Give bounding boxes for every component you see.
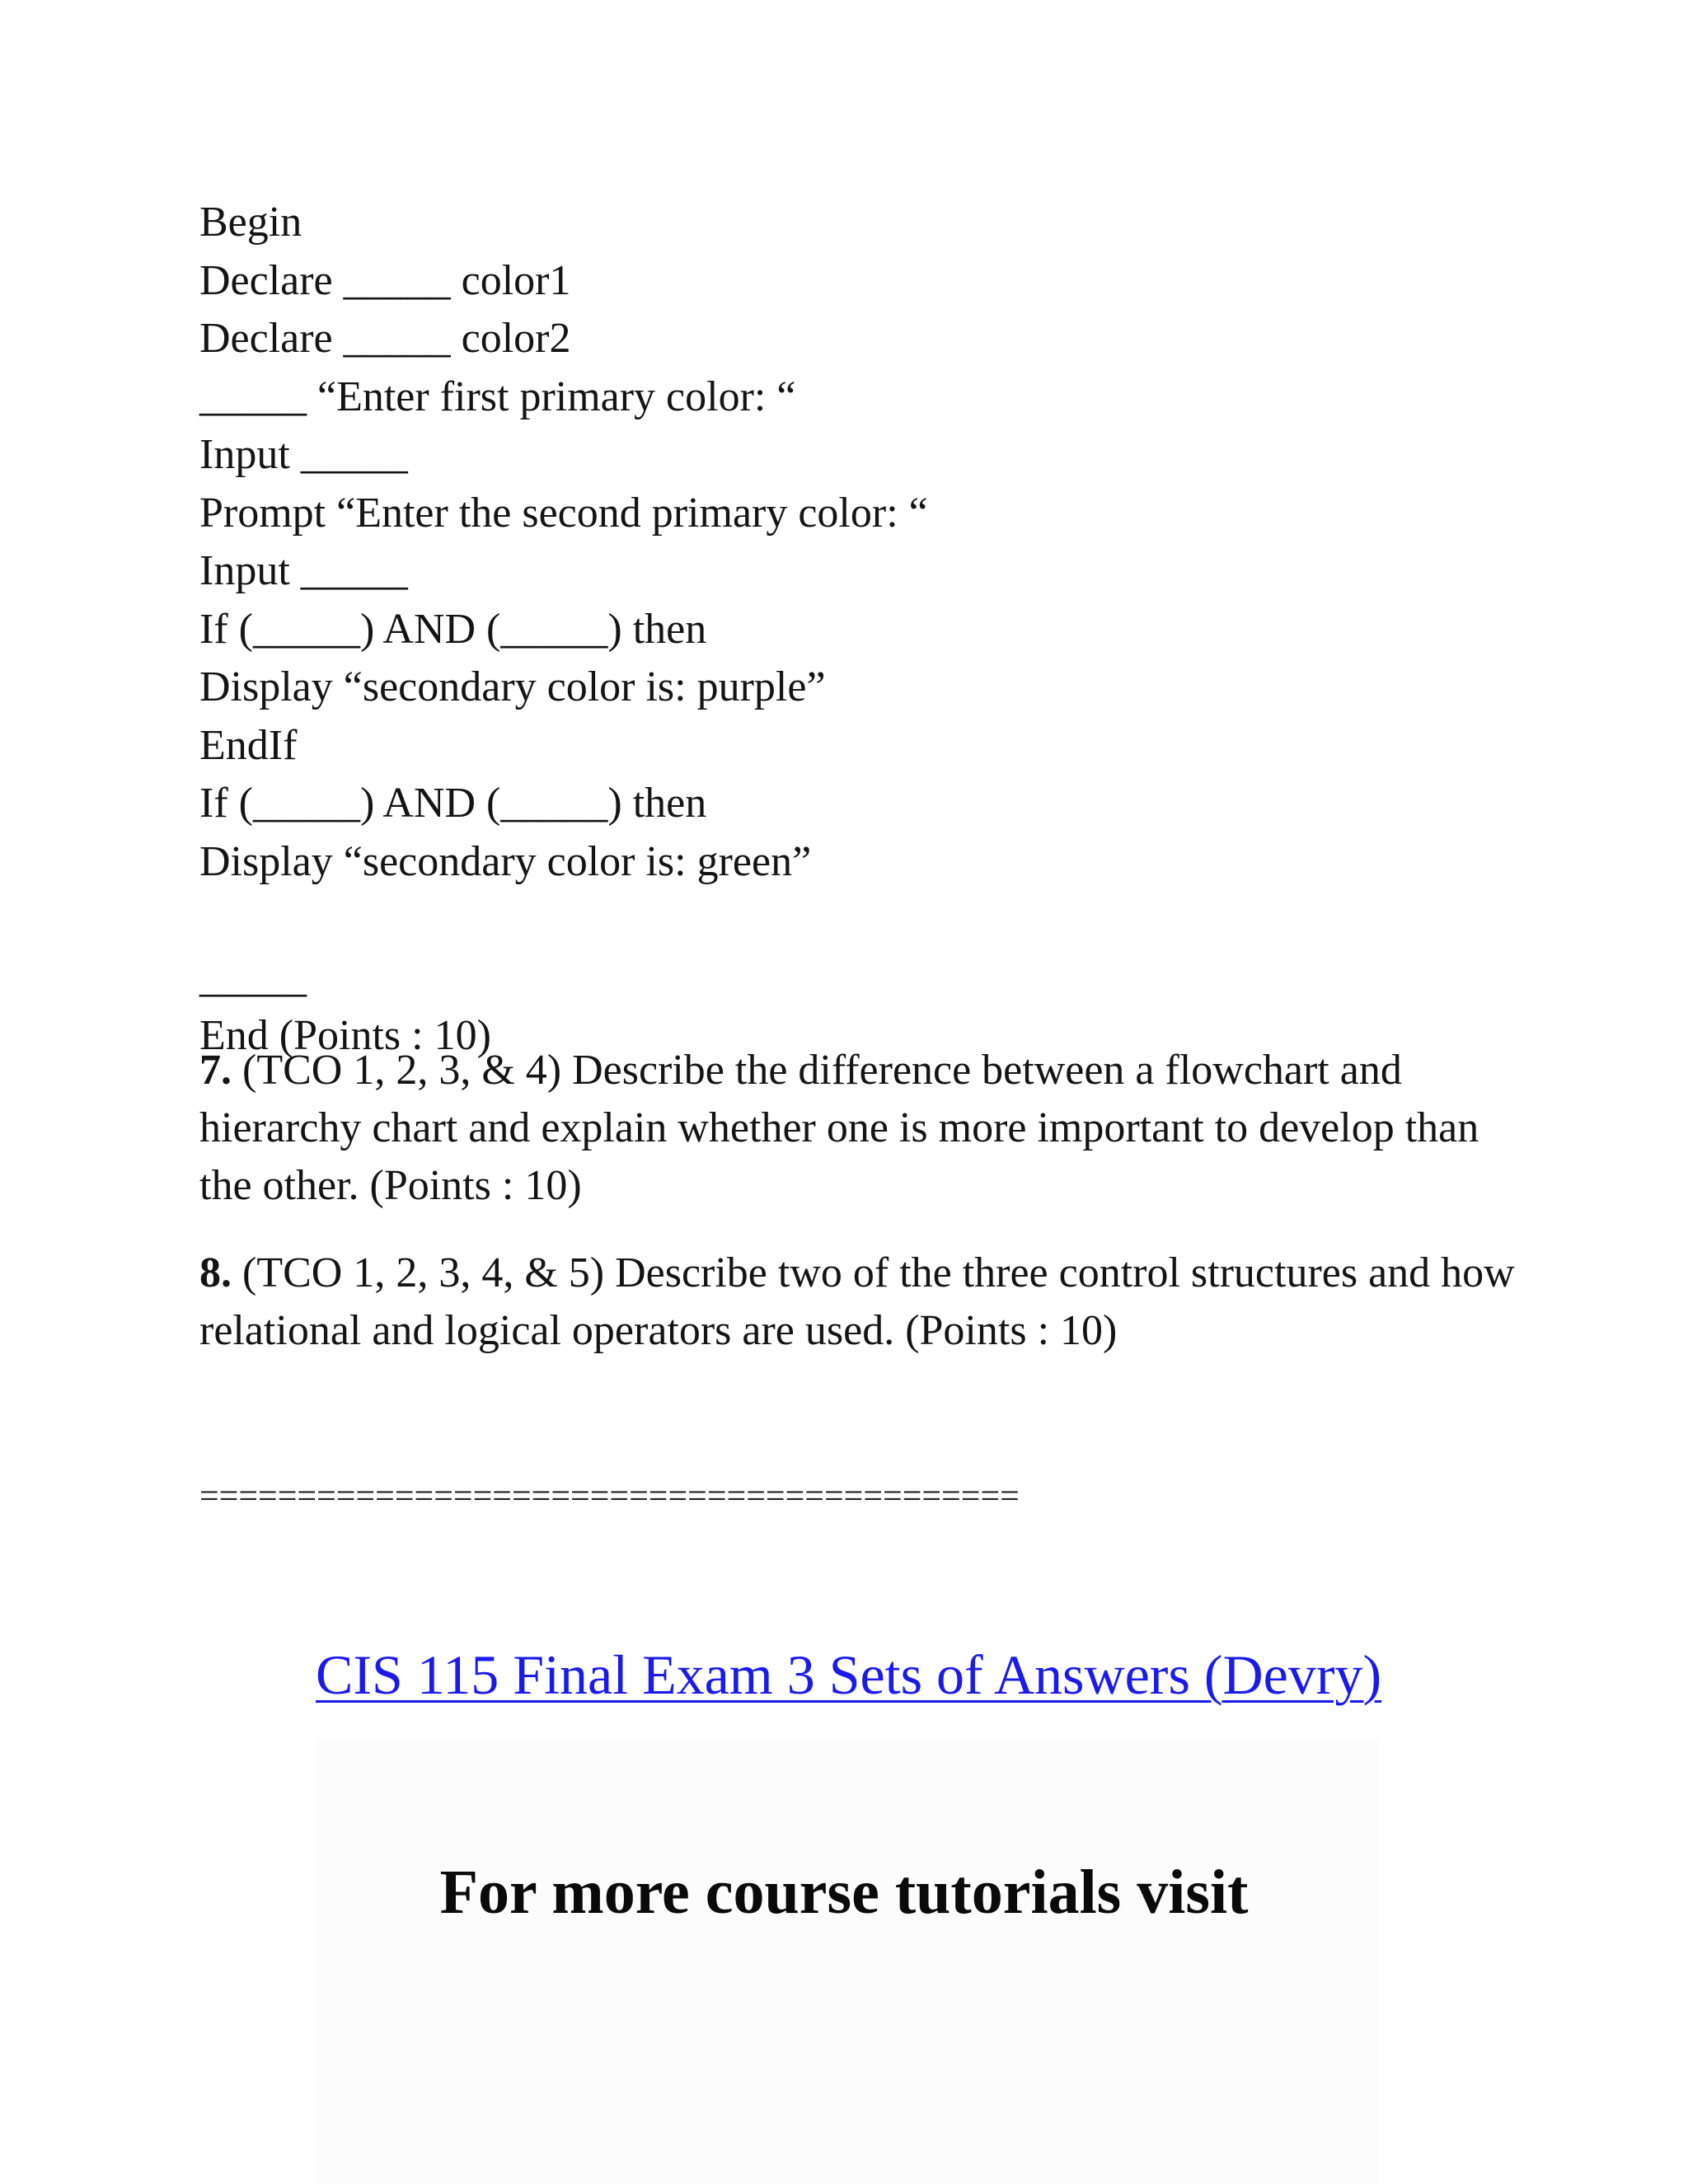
- code-line-12: Display “secondary color is: green”: [199, 837, 812, 885]
- pseudocode-block: [199, 194, 1518, 1066]
- code-line-5: Input _____: [199, 431, 408, 478]
- code-line-2: Declare _____ color1: [199, 256, 571, 304]
- code-line-8: If (_____) AND (_____) then: [199, 605, 707, 653]
- code-line-10: EndIf: [199, 721, 298, 769]
- code-line-14: _____: [199, 954, 307, 1001]
- code-line-9: Display “secondary color is: purple”: [199, 663, 826, 710]
- question-8-number: 8.: [199, 1249, 232, 1296]
- code-line-4: _____ “Enter first primary color: “: [199, 373, 796, 420]
- code-line-6: Prompt “Enter the second primary color: “: [199, 489, 928, 537]
- exam-answers-link[interactable]: CIS 115 Final Exam 3 Sets of Answers (Devry): [316, 1643, 1382, 1706]
- code-line-blank: [199, 891, 1518, 949]
- question-8-text: (TCO 1, 2, 3, 4, & 5) Describe two of the three control structures and how relational and logical operators are used. (Points : 10): [199, 1249, 1515, 1354]
- section-separator: ==========================================: [199, 1478, 1020, 1516]
- code-line-11: If (_____) AND (_____) then: [199, 780, 707, 827]
- code-line-7: Input _____: [199, 547, 408, 594]
- page-shade: [316, 1739, 1379, 2184]
- question-7-number: 7.: [199, 1047, 232, 1094]
- question-7-text: (TCO 1, 2, 3, & 4) Describe the difference between a flowchart and hierarchy chart and explain whether one is more important to develop than the other. (Points : 10): [199, 1047, 1479, 1209]
- tutorials-heading: For more course tutorials visit: [439, 1858, 1249, 1927]
- code-line-15: End (Points : 10): [199, 1012, 491, 1059]
- code-line-3: Declare _____ color2: [199, 315, 571, 362]
- question-7: [199, 1042, 1518, 1215]
- code-line-1: Begin: [199, 199, 302, 246]
- question-8: [199, 1244, 1518, 1360]
